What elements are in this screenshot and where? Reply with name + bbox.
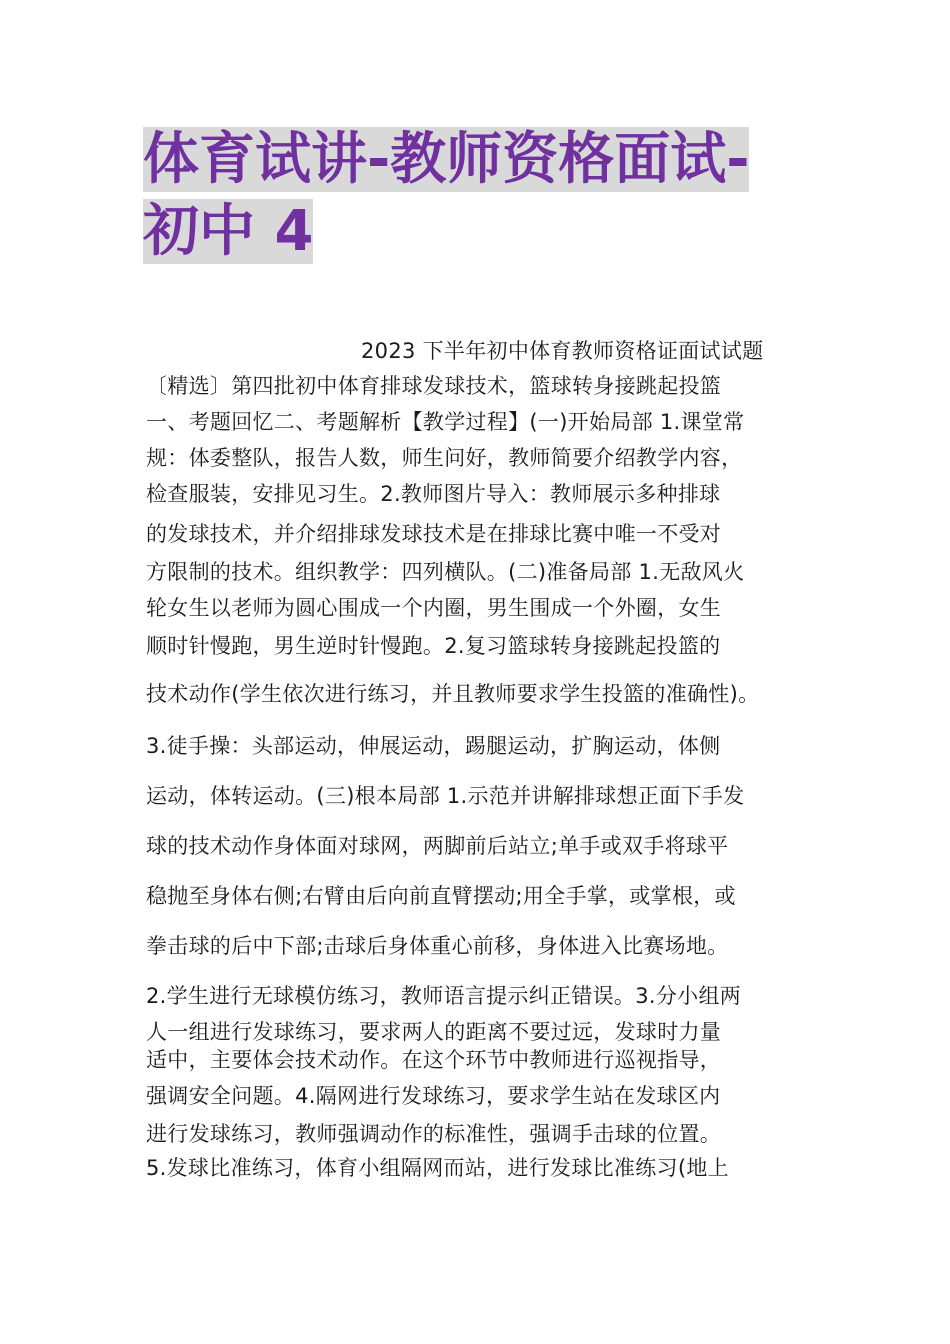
body-line: 3.徒手操：头部运动，伸展运动，踢腿运动，扩胸运动，体侧 <box>146 734 721 758</box>
body-line: 拳击球的后中下部;击球后身体重心前移，身体进入比赛场地。 <box>146 934 729 958</box>
body-line: 规：体委整队，报告人数，师生问好，教师简要介绍教学内容， <box>146 446 743 470</box>
body-line: 强调安全问题。4.隔网进行发球练习，要求学生站在发球区内 <box>146 1084 721 1108</box>
body-line: 5.发球比准练习，体育小组隔网而站，进行发球比准练习(地上 <box>146 1156 729 1180</box>
body-line: 顺时针慢跑，男生逆时针慢跑。2.复习篮球转身接跳起投篮的 <box>146 634 721 658</box>
body-line: 2023 下半年初中体育教师资格证面试试题 <box>361 339 764 363</box>
body-line: 〔精选〕第四批初中体育排球发球技术，篮球转身接跳起投篮 <box>146 374 722 398</box>
body-line: 检查服装，安排见习生。2.教师图片导入：教师展示多种排球 <box>146 482 721 506</box>
body-line: 方限制的技术。组织教学：四列横队。(二)准备局部 1.无敌风火 <box>146 560 745 584</box>
body-line: 的发球技术，并介绍排球发球技术是在排球比赛中唯一不受对 <box>146 522 722 546</box>
body-line: 一、考题回忆二、考题解析【教学过程】(一)开始局部 1.课堂常 <box>146 410 745 434</box>
body-line: 球的技术动作身体面对球网，两脚前后站立;单手或双手将球平 <box>146 834 729 858</box>
body-line: 运动，体转运动。(三)根本局部 1.示范并讲解排球想正面下手发 <box>146 784 745 808</box>
body-line: 进行发球练习，教师强调动作的标准性，强调手击球的位置。 <box>146 1122 722 1146</box>
body-line: 2.学生进行无球模仿练习，教师语言提示纠正错误。3.分小组两 <box>146 984 742 1008</box>
body-line: 轮女生以老师为圆心围成一个内圈，男生围成一个外圈，女生 <box>146 596 722 620</box>
document-title-line-1: 体育试讲-教师资格面试- <box>143 127 750 192</box>
body-line: 稳抛至身体右侧;右臂由后向前直臂摆动;用全手掌，或掌根，或 <box>146 884 736 908</box>
document-title-line-2: 初中 4 <box>143 199 314 264</box>
body-line: 适中，主要体会技术动作。在这个环节中教师进行巡视指导， <box>146 1048 722 1072</box>
body-line: 技术动作(学生依次进行练习，并且教师要求学生投篮的准确性)。 <box>146 682 760 706</box>
body-line: 人一组进行发球练习，要求两人的距离不要过远，发球时力量 <box>146 1020 722 1044</box>
